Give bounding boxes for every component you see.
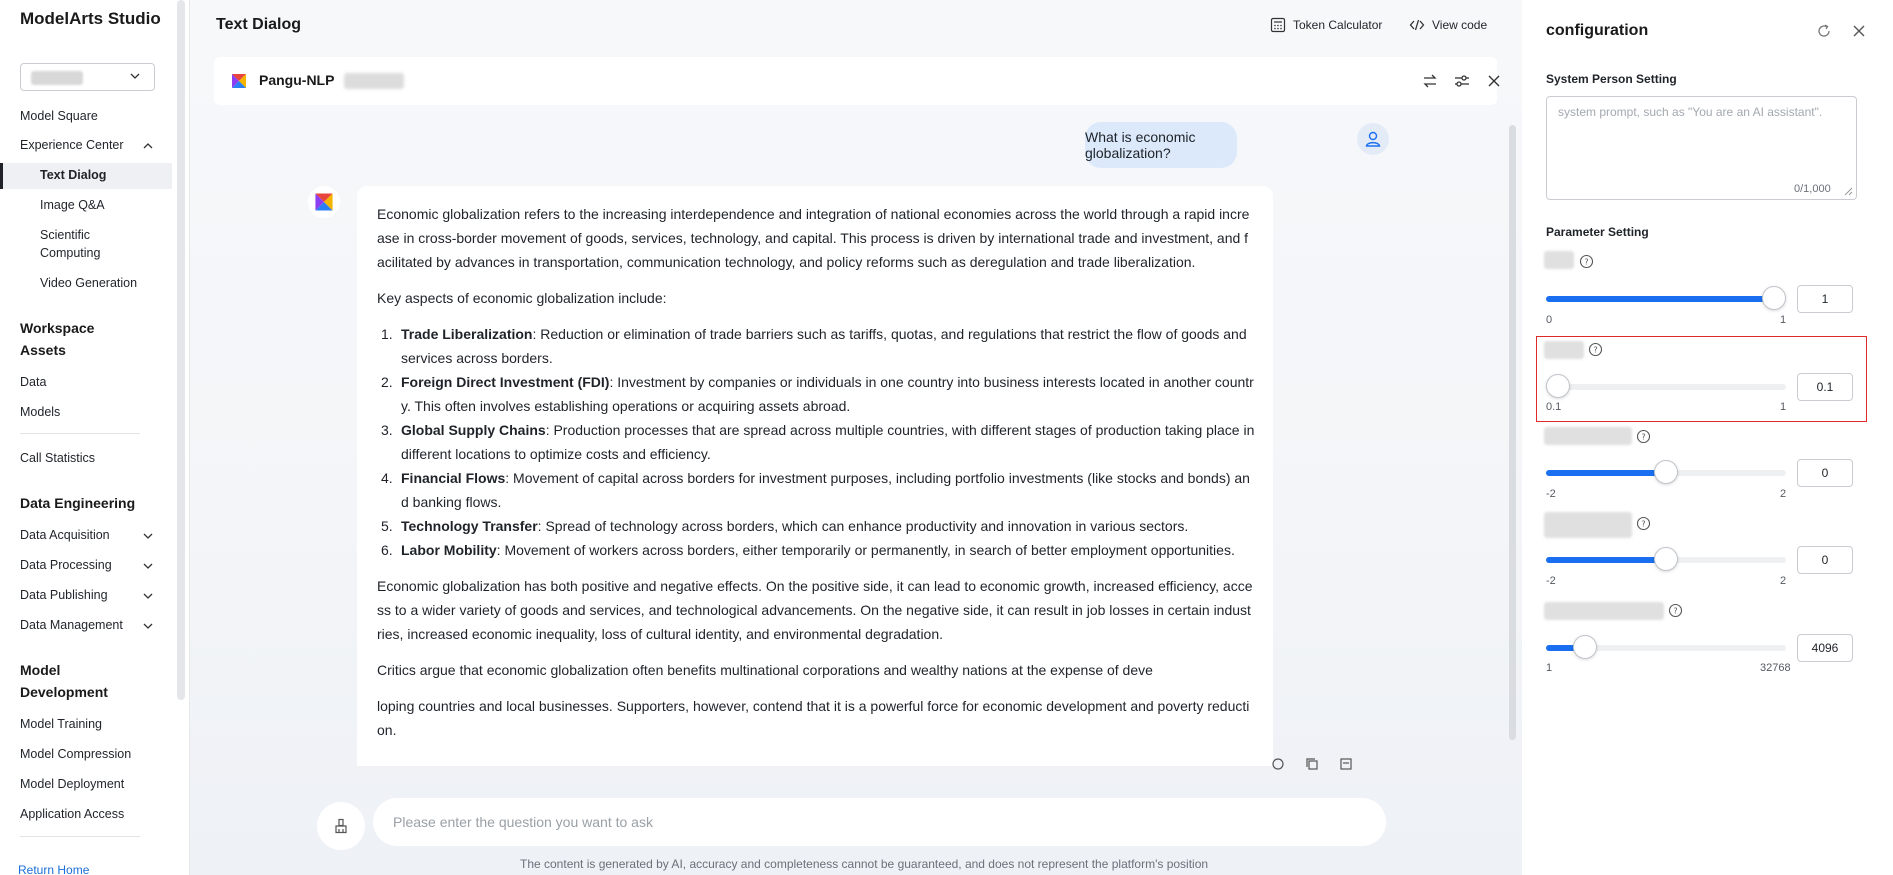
assistant-answer-card bbox=[357, 186, 1273, 766]
nav-data-processing[interactable]: Data Processing bbox=[20, 558, 112, 572]
slider-max-label: 2 bbox=[1780, 488, 1787, 500]
user-icon bbox=[1364, 130, 1382, 148]
list-item bbox=[377, 370, 1255, 418]
code-icon bbox=[1409, 17, 1425, 33]
slider-min-label: -2 bbox=[1546, 488, 1556, 500]
resize-handle-icon[interactable] bbox=[1843, 186, 1853, 196]
svg-text:?: ? bbox=[1641, 432, 1646, 442]
slider-max-label: 32768 bbox=[1760, 662, 1791, 674]
view-code-label: View code bbox=[1432, 18, 1488, 32]
main-area bbox=[190, 0, 1522, 875]
slider-max-label: 2 bbox=[1780, 575, 1787, 587]
list-item bbox=[377, 322, 1255, 370]
page-title: Text Dialog bbox=[216, 16, 302, 33]
nav-section-workspace-assets-line2: Assets bbox=[20, 342, 66, 358]
slider-fill bbox=[1546, 557, 1666, 563]
model-name-redacted bbox=[344, 73, 404, 89]
answer-paragraph: Economic globalization refers to the increasing interdependence and integration of national economies across the world through a rapid increase in cross-border movement of goods, services, technology, and capital. This process is driven by international trade and investment, and facilitated by advances in transportation, communication technology, and policy reforms such as deregulation and trade liberalization. bbox=[377, 206, 1250, 270]
refresh-icon[interactable] bbox=[1271, 757, 1285, 771]
list-item-number: 4. bbox=[381, 470, 393, 486]
slider-thumb[interactable] bbox=[1654, 547, 1678, 571]
question-input[interactable] bbox=[373, 798, 1386, 846]
token-calculator-label: Token Calculator bbox=[1293, 18, 1383, 32]
svg-text:?: ? bbox=[1584, 257, 1589, 267]
param-slider-1[interactable] bbox=[1546, 296, 1786, 302]
clear-chat-button[interactable] bbox=[317, 802, 365, 850]
nav-model-compression[interactable]: Model Compression bbox=[20, 747, 132, 761]
workspace-select-value bbox=[31, 71, 83, 85]
edge-indicator bbox=[1889, 40, 1893, 52]
nav-video-generation[interactable]: Video Generation bbox=[40, 276, 138, 290]
list-item-title: Financial Flows bbox=[401, 470, 506, 486]
answer-paragraph: Key aspects of economic globalization include: bbox=[377, 290, 667, 306]
slider-thumb[interactable] bbox=[1762, 286, 1786, 310]
user-message-bubble: What is economic globalization? bbox=[1085, 122, 1237, 168]
slider-fill bbox=[1546, 296, 1774, 302]
copy-icon[interactable] bbox=[1305, 757, 1319, 771]
nav-call-statistics[interactable]: Call Statistics bbox=[20, 451, 96, 465]
assistant-answer-text bbox=[377, 202, 1255, 754]
param-label-redacted bbox=[1544, 602, 1664, 620]
list-item bbox=[377, 538, 1255, 562]
nav-application-access[interactable]: Application Access bbox=[20, 807, 125, 821]
chevron-down-icon[interactable] bbox=[141, 589, 155, 603]
answer-actions bbox=[1271, 757, 1353, 771]
chevron-up-icon[interactable] bbox=[141, 139, 155, 153]
chevron-down-icon[interactable] bbox=[141, 619, 155, 633]
help-icon[interactable] bbox=[1579, 254, 1594, 269]
view-code-button[interactable] bbox=[1409, 17, 1487, 33]
list-item bbox=[377, 514, 1255, 538]
answer-paragraph: loping countries and local businesses. Supporters, however, contend that it is a powerful force for economic development and poverty reduction. bbox=[377, 698, 1250, 738]
answer-list bbox=[377, 322, 1255, 562]
sidebar-scrollbar[interactable] bbox=[177, 0, 185, 700]
nav-data-management[interactable]: Data Management bbox=[20, 618, 123, 632]
configuration-title: configuration bbox=[1546, 22, 1649, 39]
slider-thumb[interactable] bbox=[1654, 460, 1678, 484]
pangu-logo-icon bbox=[313, 191, 335, 213]
chevron-down-icon[interactable] bbox=[141, 529, 155, 543]
list-item-text: : Spread of technology across borders, which can enhance productivity and innovation in various sectors. bbox=[537, 518, 1189, 534]
nav-image-qa[interactable]: Image Q&A bbox=[40, 198, 105, 212]
slider-min-label: 0.1 bbox=[1546, 401, 1562, 413]
nav-data-acquisition[interactable]: Data Acquisition bbox=[20, 528, 110, 542]
nav-model-square[interactable]: Model Square bbox=[20, 109, 98, 123]
answer-paragraph: Critics argue that economic globalization often benefits multinational corporations and wealthy nations at the expense of deve bbox=[377, 662, 1153, 678]
token-calculator-button[interactable] bbox=[1270, 17, 1382, 33]
workspace-select[interactable] bbox=[20, 63, 155, 91]
nav-model-deployment[interactable]: Model Deployment bbox=[20, 777, 125, 791]
nav-section-model-development: Model bbox=[20, 662, 61, 678]
brand-title: ModelArts Studio bbox=[20, 9, 161, 28]
param-value-input-2[interactable]: 0.1 bbox=[1797, 373, 1853, 401]
close-icon[interactable] bbox=[1484, 71, 1504, 91]
system-setting-title: System Person Setting bbox=[1546, 72, 1677, 86]
param-label-redacted bbox=[1544, 512, 1632, 538]
slider-min-label: 0 bbox=[1546, 314, 1553, 326]
reset-icon[interactable] bbox=[1815, 22, 1833, 40]
nav-model-training[interactable]: Model Training bbox=[20, 717, 102, 731]
system-prompt-counter: 0/1,000 bbox=[1794, 183, 1831, 195]
help-icon[interactable] bbox=[1668, 603, 1683, 618]
list-item bbox=[377, 466, 1255, 514]
list-item-text: : Movement of capital across borders for investment purposes, including portfolio investments (like stocks and bonds) and banking flows. bbox=[401, 470, 1250, 510]
return-home-link[interactable]: Return Home bbox=[18, 863, 90, 875]
slider-max-label: 1 bbox=[1780, 314, 1787, 326]
broom-icon bbox=[333, 818, 349, 834]
param-slider-2[interactable] bbox=[1546, 384, 1786, 390]
list-item-title: Technology Transfer bbox=[401, 518, 538, 534]
list-item-title: Labor Mobility bbox=[401, 542, 497, 558]
param-slider-4[interactable] bbox=[1546, 557, 1786, 563]
nav-models[interactable]: Models bbox=[20, 405, 61, 419]
parameter-setting-title: Parameter Setting bbox=[1546, 225, 1649, 239]
list-item-number: 3. bbox=[381, 422, 393, 438]
list-item-number: 6. bbox=[381, 542, 393, 558]
param-label-redacted bbox=[1544, 341, 1584, 359]
model-selector-bar bbox=[214, 57, 1497, 105]
list-item-number: 2. bbox=[381, 374, 393, 390]
model-name[interactable]: Pangu-NLP bbox=[259, 72, 335, 88]
nav-scientific-computing-line2[interactable]: Computing bbox=[40, 246, 101, 260]
configuration-panel bbox=[1522, 0, 1893, 875]
chevron-down-icon[interactable] bbox=[141, 559, 155, 573]
calculator-icon bbox=[1270, 17, 1286, 33]
answer-paragraph: Economic globalization has both positive and negative effects. On the positive side, it can lead to economic growth, increased efficiency, access to a wider variety of goods and services, and technological advancements. On the negative side, it can result in job losses in certain industries, increased economic inequality, loss of cultural identity, and environmental degradation. bbox=[377, 578, 1253, 642]
list-item-text: : Investment by companies or individuals in one country into business interests located in another country. This often involves establishing operations or acquiring assets abroad. bbox=[401, 374, 1254, 414]
bot-avatar bbox=[308, 186, 340, 218]
slider-max-label: 1 bbox=[1780, 401, 1787, 413]
list-item bbox=[377, 418, 1255, 466]
help-icon[interactable] bbox=[1636, 429, 1651, 444]
ai-disclaimer: The content is generated by AI, accuracy and completeness cannot be guaranteed, and does not represent the platform's position bbox=[520, 857, 1209, 871]
param-label-redacted bbox=[1544, 427, 1632, 445]
param-label-redacted bbox=[1544, 251, 1574, 269]
svg-text:?: ? bbox=[1673, 606, 1678, 616]
chevron-down-icon bbox=[128, 69, 142, 83]
slider-fill bbox=[1546, 470, 1666, 476]
nav-data-publishing[interactable]: Data Publishing bbox=[20, 588, 108, 602]
svg-text:?: ? bbox=[1593, 345, 1598, 355]
slider-thumb[interactable] bbox=[1573, 635, 1597, 659]
list-item-title: Foreign Direct Investment (FDI) bbox=[401, 374, 610, 390]
slider-min-label: -2 bbox=[1546, 575, 1556, 587]
list-item-number: 1. bbox=[381, 326, 393, 342]
slider-min-label: 1 bbox=[1546, 662, 1553, 674]
chat-scrollbar[interactable] bbox=[1509, 125, 1516, 740]
switch-icon[interactable] bbox=[1420, 71, 1440, 91]
svg-text:?: ? bbox=[1641, 519, 1646, 529]
settings-sliders-icon[interactable] bbox=[1452, 71, 1472, 91]
nav-section-model-development-line2: Development bbox=[20, 684, 108, 700]
list-item-text: : Production processes that are spread across multiple countries, with different stages of production taking place in different locations to optimize costs and efficiency. bbox=[401, 422, 1255, 462]
nav-section-data-engineering: Data Engineering bbox=[20, 495, 136, 511]
nav-section-workspace-assets: Workspace bbox=[20, 320, 95, 336]
param-value-input-5[interactable]: 4096 bbox=[1797, 634, 1853, 662]
close-icon[interactable] bbox=[1850, 22, 1868, 40]
list-item-title: Trade Liberalization bbox=[401, 326, 533, 342]
list-item-text: : Movement of workers across borders, either temporarily or permanently, in search of better employment opportunities. bbox=[496, 542, 1235, 558]
list-item-text: : Reduction or elimination of trade barriers such as tariffs, quotas, and regulations that restrict the flow of goods and services across borders. bbox=[401, 326, 1247, 366]
nav-divider bbox=[20, 433, 140, 434]
nav-text-dialog[interactable]: Text Dialog bbox=[40, 168, 107, 182]
nav-data[interactable]: Data bbox=[20, 375, 47, 389]
slider-thumb[interactable] bbox=[1546, 374, 1570, 398]
note-icon[interactable] bbox=[1339, 757, 1353, 771]
param-slider-3[interactable] bbox=[1546, 470, 1786, 476]
list-item-title: Global Supply Chains bbox=[401, 422, 546, 438]
nav-scientific-computing[interactable]: Scientific bbox=[40, 228, 91, 242]
left-sidebar bbox=[0, 0, 190, 875]
param-value-input-4[interactable]: 0 bbox=[1797, 546, 1853, 574]
user-avatar bbox=[1357, 123, 1389, 155]
pangu-logo-icon bbox=[230, 72, 248, 90]
nav-divider bbox=[20, 836, 140, 837]
param-value-input-1[interactable]: 1 bbox=[1797, 285, 1853, 313]
list-item-number: 5. bbox=[381, 518, 393, 534]
help-icon[interactable] bbox=[1636, 516, 1651, 531]
param-value-input-3[interactable]: 0 bbox=[1797, 459, 1853, 487]
param-slider-5[interactable] bbox=[1546, 645, 1786, 651]
help-icon[interactable] bbox=[1588, 342, 1603, 357]
nav-experience-center[interactable]: Experience Center bbox=[20, 138, 124, 152]
